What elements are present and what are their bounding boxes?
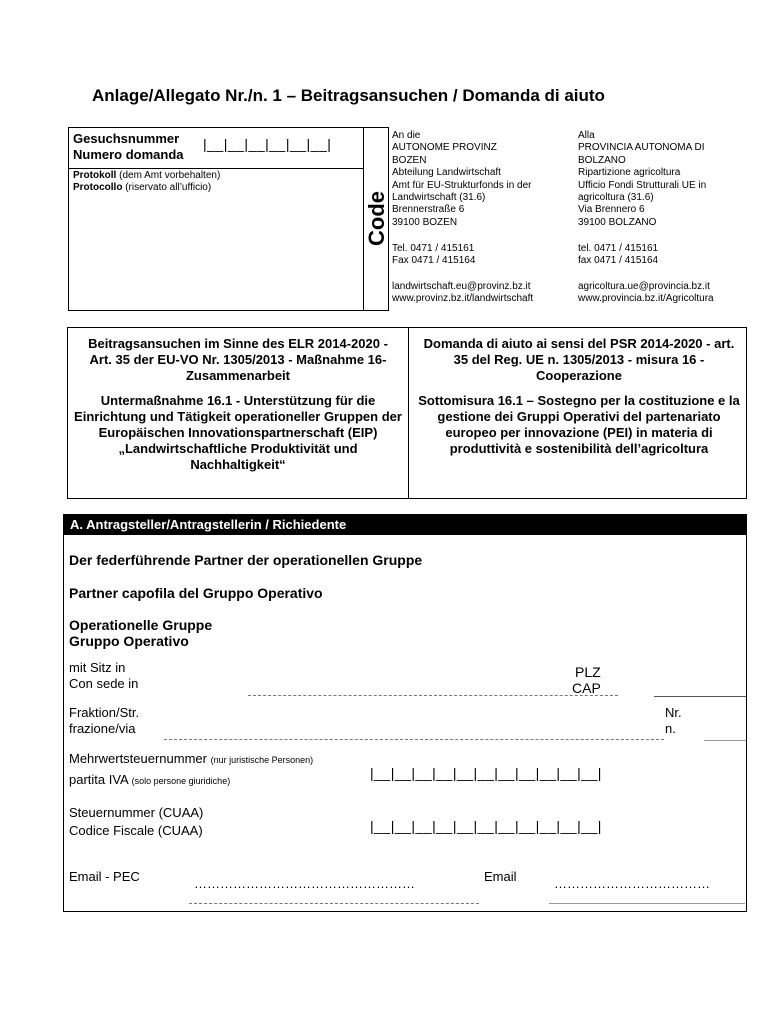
tax-number-label-it: Codice Fiscale (CUAA) (69, 823, 203, 838)
measure-box (67, 327, 747, 499)
plz-label: PLZ (575, 664, 601, 680)
numero-domanda-label: Numero domanda (73, 147, 184, 162)
measure-de-submeasure: Untermaßnahme 16.1 - Unterstützung für die Einrichtung und Tätigkeit operationeller Gruppen der Europäischen Innovationspartnerschaft (EIP) „Landwirtschaftliche Produktivität und Nachhaltigkeit“ (74, 393, 402, 472)
lead-partner-label-it: Partner capofila del Gruppo Operativo (69, 585, 323, 601)
section-applicant (63, 514, 747, 912)
seat-label-de: mit Sitz in (69, 660, 126, 675)
application-number-box (68, 127, 364, 311)
measure-divider (408, 328, 409, 498)
contact-italian: tel. 0471 / 415161 fax 0471 / 415164 (578, 243, 659, 267)
lead-partner-label-de: Der federführende Partner der operationellen Gruppe (69, 552, 423, 568)
tax-number-field[interactable]: |__|__|__|__|__|__|__|__|__|__|__| (370, 818, 602, 834)
email-pec-input[interactable]: …………………………………………… (194, 876, 415, 891)
email-link-german[interactable]: landwirtschaft.eu@provinz.bz.it (392, 281, 531, 292)
seat-input[interactable] (248, 695, 618, 696)
street-label-de: Fraktion/Str. (69, 705, 140, 720)
gesuchsnummer-label: Gesuchsnummer (73, 131, 180, 146)
house-number-label-it: n. (665, 721, 676, 736)
address-italian: Alla PROVINCIA AUTONOMA DI BOLZANO Ripartizione agricoltura Ufficio Fondi Strutturali UE in agricoltura (31.6) Via Brennero 6 39100 BOLZANO (578, 130, 707, 228)
contact-german: Tel. 0471 / 415161 Fax 0471 / 415164 (392, 243, 476, 267)
measure-it-title: Domanda di aiuto ai sensi del PSR 2014-2020 - art. 35 del Reg. UE n. 1305/2013 - misura 16 - Cooperazione (423, 336, 735, 383)
group-label-de: Operationelle Gruppe (69, 617, 213, 633)
vat-label-de: Mehrwertsteuernummer (nur juristische Personen) (69, 751, 314, 766)
page-title: Anlage/Allegato Nr./n. 1 – Beitragsansuchen / Domanda di aiuto (92, 86, 605, 105)
email-input[interactable]: ……………………………… (554, 876, 710, 891)
house-number-input[interactable] (704, 740, 746, 741)
email-link-italian[interactable]: agricoltura.ue@provincia.bz.it (578, 281, 710, 292)
application-number-field[interactable]: |__|__|__|__|__|__| (203, 136, 332, 152)
house-number-label-de: Nr. (665, 705, 682, 720)
email-pec-label: Email - PEC (69, 869, 140, 884)
street-input[interactable] (164, 739, 664, 740)
email-underline (549, 903, 745, 904)
code-column (364, 127, 389, 311)
cap-label: CAP (572, 680, 601, 696)
web-italian (578, 281, 714, 306)
email-label: Email (484, 869, 517, 884)
web-link-german[interactable]: www.provinz.bz.it/landwirtschaft (392, 293, 534, 305)
address-german: An die AUTONOME PROVINZ BOZEN Abteilung Landwirtschaft Amt für EU-Strukturfonds in der Landwirtschaft (31.6) Brennerstraße 6 39100 BOZEN (392, 130, 532, 228)
tax-number-label-de: Steuernummer (CUAA) (69, 805, 204, 820)
vat-number-field[interactable]: |__|__|__|__|__|__|__|__|__|__|__| (370, 765, 602, 781)
seat-label-it: Con sede in (69, 676, 139, 691)
postal-code-input[interactable] (654, 696, 746, 697)
measure-de-title: Beitragsansuchen im Sinne des ELR 2014-2020 - Art. 35 der EU-VO Nr. 1305/2013 - Maßnahme 16- Zusammenarbeit (88, 336, 388, 383)
vat-label-it: partita IVA (solo persone giuridiche) (69, 772, 231, 787)
web-german (392, 281, 533, 306)
divider (69, 168, 363, 169)
street-label-it: frazione/via (69, 721, 136, 736)
measure-it-submeasure: Sottomisura 16.1 – Sostegno per la costituzione e la gestione dei Gruppi Operativi del partenariato europeo per innovazione (PEI) in materia di produttività e sostenibilità dell’agricoltura (418, 393, 740, 456)
protocollo-label: Protocollo (riservato all’ufficio) (73, 182, 212, 193)
section-a-heading: A. Antragsteller/Antragstellerin / Richiedente (64, 515, 746, 535)
email-pec-underline (189, 903, 479, 904)
web-link-italian[interactable]: www.provincia.bz.it/Agricoltura (578, 293, 714, 305)
group-label-it: Gruppo Operativo (69, 633, 189, 649)
protokoll-label: Protokoll (dem Amt vorbehalten) (73, 170, 221, 181)
code-label: Code (364, 191, 389, 246)
